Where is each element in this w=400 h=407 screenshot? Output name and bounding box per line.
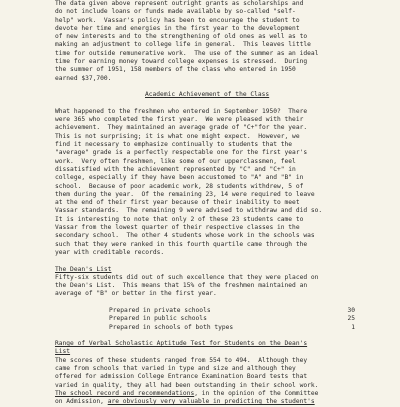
section-heading-deans-list: The Dean's List bbox=[55, 265, 112, 273]
academic-line: This is not surprising; it is what one might expect. However, we bbox=[55, 132, 300, 140]
deans-line: average of "B" or better in the first year. bbox=[55, 290, 217, 298]
list-item bbox=[109, 315, 400, 323]
intro-line: do not include loans or funds made available by so-called "self- bbox=[55, 8, 296, 16]
sat-line: offered for admission College Entrance Examination Board tests that bbox=[55, 373, 308, 381]
academic-line: achievement. They maintained an average grade of "C+"for the year. bbox=[55, 124, 308, 132]
deans-line: the Dean's List. This means that 15% of the freshmen maintained an bbox=[55, 282, 308, 290]
list-item bbox=[109, 324, 400, 332]
sat-line: came from schools that varied in type and size and although they bbox=[55, 365, 296, 373]
sat-line-rest: , in the opinion of the Committee bbox=[194, 389, 319, 397]
sat-line: The scores of these students ranged from 554 to 494. Although they bbox=[55, 356, 308, 364]
academic-line: secondary school. The other 4 students whose work in the schools was bbox=[55, 232, 315, 240]
preparation-label: Prepared in private schools bbox=[109, 306, 211, 314]
preparation-count: 25 bbox=[347, 315, 355, 323]
academic-line: school. Because of poor academic work, 28 students withdrew, 5 of bbox=[55, 182, 304, 190]
sat-line bbox=[55, 398, 400, 406]
sat-underlined-phrase: The school record and recommendations bbox=[55, 389, 195, 397]
sat-final-underlined: are obviously very valuable in predicting the student's bbox=[107, 398, 315, 406]
academic-line: at the end of their first year because of their inability to meet bbox=[55, 199, 300, 207]
intro-line: The data given above represent outright grants as scholarships and bbox=[55, 0, 304, 7]
intro-line: help" work. Vassar's policy has been to encourage the student to bbox=[55, 16, 300, 24]
academic-line: college, especially if they have been accustomed to "A" and "B" in bbox=[55, 174, 304, 182]
section-heading-sat: Range of Verbal Scholastic Aptitude Test for Students on the Dean's bbox=[55, 340, 308, 348]
sat-line bbox=[55, 390, 400, 398]
preparation-label: Prepared in schools of both types bbox=[109, 323, 234, 331]
academic-line: It is interesting to note that only 2 of these 23 students came to bbox=[55, 215, 304, 223]
academic-line: such that they were ranked in this fourth quartile came through the bbox=[55, 240, 308, 248]
preparation-label: Prepared in public schools bbox=[109, 315, 207, 323]
deans-line: Fifty-six students did out of such excellence that they were placed on bbox=[55, 273, 319, 281]
academic-line: work. Very often freshmen, like some of our upperclassmen, feel bbox=[55, 157, 296, 165]
intro-line: of new interests and to the strengthening of old ones as well as to bbox=[55, 33, 308, 41]
academic-achievement-section bbox=[55, 91, 400, 257]
sat-final-prefix: on Admission, bbox=[55, 398, 108, 406]
intro-line: time for outside remunerative work. The use of the summer as an ideal bbox=[55, 49, 319, 57]
preparation-list bbox=[109, 307, 400, 332]
sat-line: varied in quality, they all had been outstanding in their school work. bbox=[55, 381, 319, 389]
academic-line: What happened to the freshmen who entered in September 1950? There bbox=[55, 107, 308, 115]
academic-line: find it necessary to emphasize continually to students that the bbox=[55, 141, 293, 149]
list-item bbox=[109, 307, 400, 315]
academic-line: Vassar standards. The remaining 9 were advised to withdraw and did so. bbox=[55, 207, 323, 215]
preparation-count: 30 bbox=[347, 306, 355, 314]
preparation-count: 1 bbox=[351, 323, 355, 331]
academic-line: Vassar from the lowest quarter of their respective classes in the bbox=[55, 224, 300, 232]
intro-line: the summer of 1951, 158 members of the class who entered in 1950 bbox=[55, 66, 296, 74]
intro-line: time for earning money toward college expenses is stressed. During bbox=[55, 58, 308, 66]
deans-list-section bbox=[55, 266, 400, 332]
intro-line: earned $37,700. bbox=[55, 74, 112, 82]
academic-line: dissatisfied with the achievement represented by "C" and "C+" in bbox=[55, 165, 296, 173]
academic-line: were 365 who completed the first year. We were pleased with their bbox=[55, 116, 304, 124]
academic-line: year with creditable records. bbox=[55, 248, 165, 256]
academic-line: them during the year. Of the remaining 23, 14 were required to leave bbox=[55, 190, 315, 198]
intro-line: devote her time and energies in the first year to the development bbox=[55, 24, 300, 32]
section-heading-academic: Academic Achievement of the Class bbox=[145, 91, 270, 99]
sat-range-section bbox=[55, 340, 400, 406]
section-heading-sat-cont: List bbox=[55, 348, 71, 356]
academic-line: "average" grade is a perfectly respectable one for the first year's bbox=[55, 149, 308, 157]
intro-line: making an adjustment to college life in general. This leaves little bbox=[55, 41, 311, 49]
intro-paragraph bbox=[55, 0, 400, 83]
